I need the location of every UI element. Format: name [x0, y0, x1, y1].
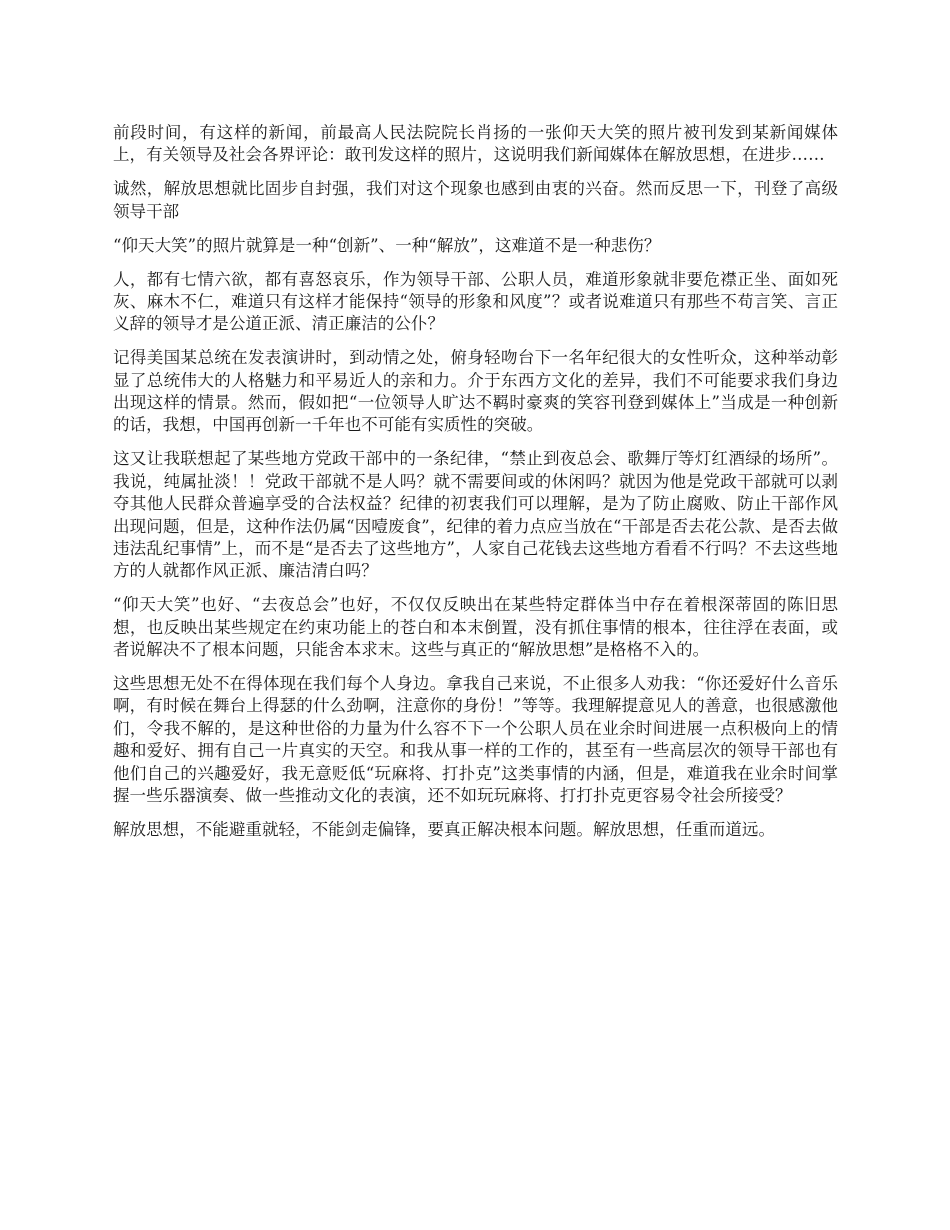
document-body	[113, 122, 838, 853]
paragraph-5: 记得美国某总统在发表演讲时，到动情之处，俯身轻吻台下一名年纪很大的女性听众，这种举动彰显了总统伟大的人格魅力和平易近人的亲和力。介于东西方文化的差异，我们不可能要求我们身边出现这样的情景。然而，假如把“一位领导人旷达不羁时豪爽的笑容刊登到媒体上”当成是一种创新的话，我想，中国再创新一千年也不可能有实质性的突破。	[113, 348, 838, 435]
paragraph-3: “仰天大笑”的照片就算是一种“创新”、一种“解放”，这难道不是一种悲伤？	[113, 235, 661, 255]
paragraph-2: 诚然，解放思想就比固步自封强，我们对这个现象也感到由衷的兴奋。然而反思一下，刊登了高级领导干部	[113, 179, 838, 221]
paragraph-6: 这又让我联想起了某些地方党政干部中的一条纪律，“禁止到夜总会、歌舞厅等灯红酒绿的场所”。我说，纯属扯淡！！党政干部就不是人吗？就不需要间或的休闲吗？就因为他是党政干部就可以剥夺其他人民群众普遍享受的合法权益？纪律的初衷我们可以理解，是为了防止腐败、防止干部作风出现问题，但是，这种作法仍属“因噎废食”，纪律的着力点应当放在“干部是否去花公款、是否去做违法乱纪事情”上，而不是“是否去了这些地方”，人家自己花钱去这些地方看看不行吗？不去这些地方的人就都作风正派、廉洁清白吗？	[113, 449, 838, 581]
paragraph-1: 前段时间，有这样的新闻，前最高人民法院院长肖扬的一张仰天大笑的照片被刊发到某新闻媒体上，有关领导及社会各界评论：敢刊发这样的照片，这说明我们新闻媒体在解放思想，在进步……	[113, 123, 838, 165]
paragraph-8: 这些思想无处不在得体现在我们每个人身边。拿我自己来说，不止很多人劝我：“你还爱好什么音乐啊，有时候在舞台上得瑟的什么劲啊，注意你的身份！”等等。我理解提意见人的善意，也很感激他们，令我不解的，是这种世俗的力量为什么容不下一个公职人员在业余时间进展一点积极向上的情趣和爱好、拥有自己一片真实的天空。和我从事一样的工作的，甚至有一些高层次的领导干部也有他们自己的兴趣爱好，我无意贬低“玩麻将、打扑克”这类事情的内涵，但是，难道我在业余时间掌握一些乐器演奏、做一些推动文化的表演，还不如玩玩麻将、打打扑克更容易令社会所接受？	[113, 674, 838, 806]
paragraph-7: “仰天大笑”也好、“去夜总会”也好，不仅仅反映出在某些特定群体当中存在着根深蒂固的陈旧思想，也反映出某些规定在约束功能上的苍白和本末倒置，没有抓住事情的根本，往往浮在表面，或者说解决不了根本问题，只能舍本求末。这些与真正的“解放思想”是格格不入的。	[113, 595, 838, 660]
paragraph-9: 解放思想，不能避重就轻，不能剑走偏锋，要真正解决根本问题。解放思想，任重而道远。	[113, 819, 775, 839]
paragraph-4: 人，都有七情六欲，都有喜怒哀乐，作为领导干部、公职人员，难道形象就非要危襟正坐、面如死灰、麻木不仁，难道只有这样才能保持“领导的形象和风度”？或者说难道只有那些不苟言笑、言正义辞的领导才是公道正派、清正廉洁的公仆？	[113, 269, 838, 334]
